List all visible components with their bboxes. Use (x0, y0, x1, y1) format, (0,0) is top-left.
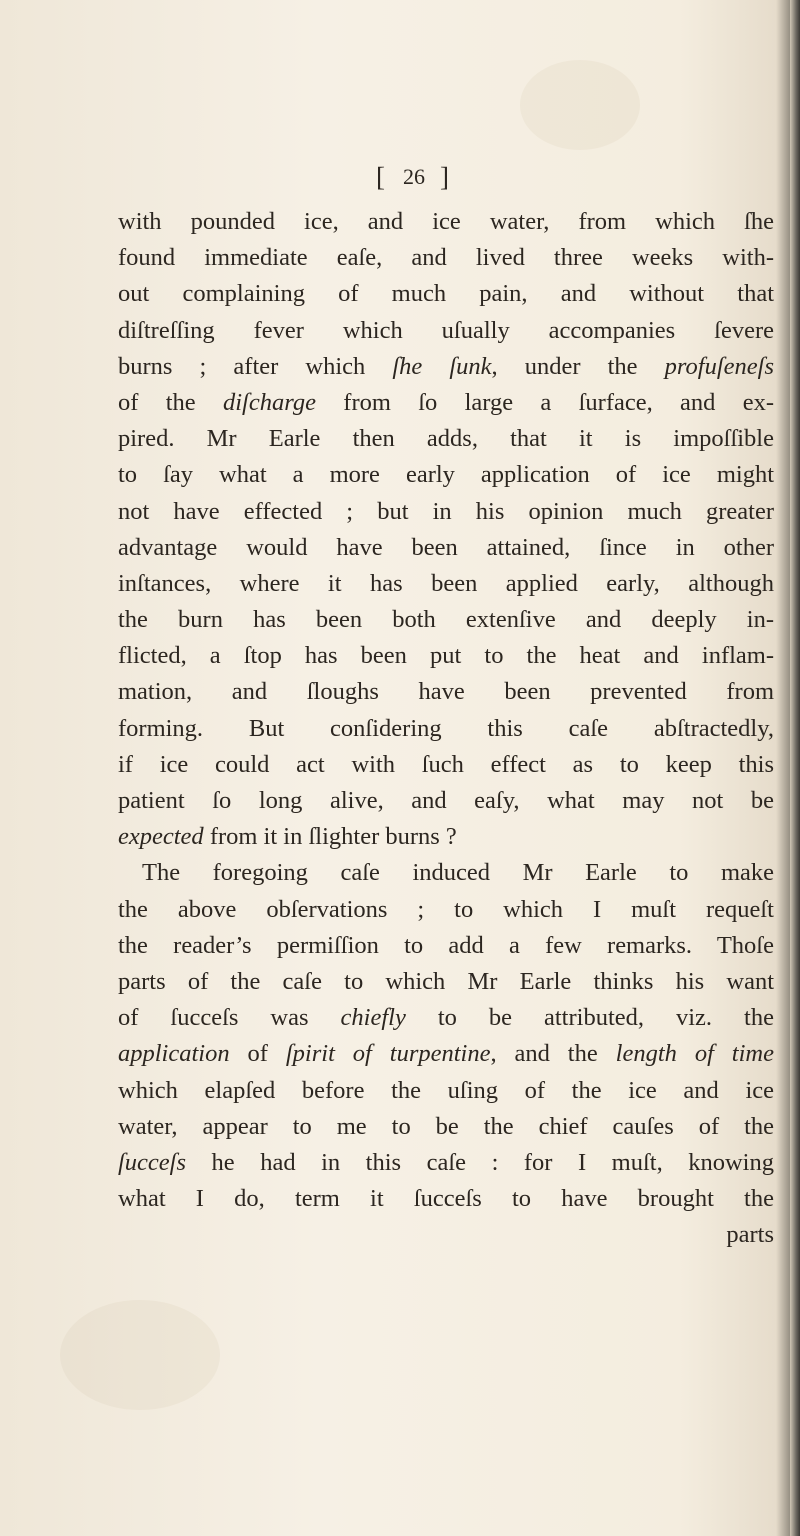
text-run: diſtreſſing fever which uſually accompanies ſevere (118, 316, 774, 344)
text-run: the above obſervations ; to which I muſt requeſt (118, 895, 774, 923)
text-run: mation, and ſloughs have been prevented from (118, 678, 774, 706)
text-line (118, 1036, 774, 1072)
text-run: from ſo large a ſurface, and ex- (315, 388, 775, 416)
text-line (118, 1181, 774, 1217)
text-line (118, 928, 774, 964)
text-run: of ſucceſs was (118, 1004, 341, 1032)
text-line (118, 240, 774, 276)
text-line (118, 638, 774, 674)
text-line (118, 674, 774, 710)
text-line (118, 1000, 774, 1036)
text-run: The foregoing caſe induced Mr Earle to make (142, 859, 774, 887)
text-run: , and the (490, 1040, 616, 1068)
text-run: to be attributed, viz. the (405, 1004, 774, 1032)
text-run: out complaining of much pain, and without that (118, 280, 774, 308)
text-run: parts of the caſe to which Mr Earle thinks his want (118, 967, 774, 995)
text-run: the burn has been both extenſive and deeply in- (118, 606, 774, 634)
text-line (118, 566, 774, 602)
text-run: forming. But conſidering this caſe abſtractedly, (118, 714, 774, 742)
text-line (118, 276, 774, 312)
header-bracket-open: [ (376, 162, 385, 192)
text-line (118, 602, 774, 638)
text-line (118, 747, 774, 783)
text-line (118, 494, 774, 530)
text-line (118, 1073, 774, 1109)
text-line (118, 1109, 774, 1145)
text-run: which elapſed before the uſing of the ice and ice (118, 1076, 774, 1104)
text-run: flicted, a ſtop has been put to the heat and inflam- (118, 642, 774, 670)
italic-text: diſcharge (222, 388, 316, 416)
page-header (0, 157, 800, 197)
text-run: inſtances, where it has been applied early, although (118, 569, 774, 597)
text-line (118, 349, 774, 385)
text-line (118, 385, 774, 421)
italic-text: application (118, 1040, 230, 1068)
italic-text: ſucceſs (118, 1148, 187, 1176)
italic-text: profuſeneſs (664, 352, 774, 380)
text-line (118, 204, 774, 240)
text-line (118, 457, 774, 493)
italic-text: ſpirit of turpentine (285, 1040, 491, 1068)
text-run: what I do, term it ſucceſs to have brought the (118, 1185, 774, 1213)
text-run: not have effected ; but in his opinion much greater (118, 497, 774, 525)
page-edge-shadow (790, 0, 800, 1536)
text-line (118, 530, 774, 566)
italic-text: chiefly (340, 1004, 406, 1032)
body-text (118, 204, 774, 1253)
page-number: 26 (403, 164, 425, 189)
text-line (118, 421, 774, 457)
text-run: to ſay what a more early application of ice might (118, 461, 774, 489)
text-run: of (229, 1040, 286, 1068)
text-run: parts (726, 1221, 774, 1249)
text-run: from it in ſlighter burns ? (203, 823, 457, 851)
text-line (118, 313, 774, 349)
text-run: , under the (491, 352, 665, 380)
text-line (118, 819, 774, 855)
italic-text: ſhe ſunk (392, 352, 492, 380)
text-run: found immediate eaſe, and lived three weeks with- (118, 244, 774, 272)
text-run: pired. Mr Earle then adds, that it is impoſſible (118, 425, 774, 453)
text-line (118, 711, 774, 747)
text-line (118, 783, 774, 819)
text-line (118, 1217, 774, 1253)
paper-stain (520, 60, 640, 150)
text-line (118, 892, 774, 928)
text-run: water, appear to me to be the chief cauſes of the (118, 1112, 774, 1140)
text-run: he had in this caſe : for I muſt, knowing (186, 1148, 774, 1176)
header-bracket-close: ] (440, 162, 449, 192)
text-run: if ice could act with ſuch effect as to keep this (118, 750, 774, 778)
text-line (118, 1145, 774, 1181)
text-line (118, 964, 774, 1000)
text-line (118, 855, 774, 891)
text-run: patient ſo long alive, and eaſy, what may not be (118, 787, 774, 814)
text-run: of the (118, 388, 223, 416)
italic-text: expected (118, 823, 204, 851)
text-run: with pounded ice, and ice water, from which ſhe (118, 208, 774, 235)
text-run: the reader’s permiſſion to add a few remarks. Thoſe (118, 931, 774, 959)
italic-text: length of time (615, 1040, 774, 1068)
text-run: advantage would have been attained, ſince in other (118, 533, 774, 561)
paper-stain (60, 1300, 220, 1410)
text-run: burns ; after which (118, 352, 393, 380)
